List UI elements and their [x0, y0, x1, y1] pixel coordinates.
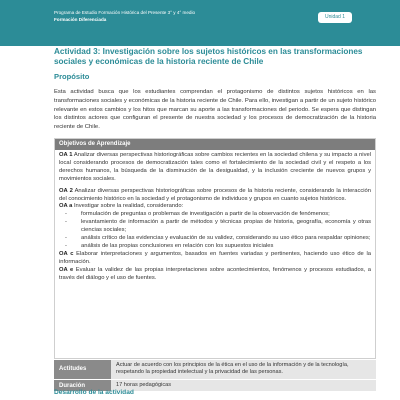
program-title: Programa de Estudio Formación Histórica del Presente 3° y 4° medio — [54, 10, 196, 15]
list-item: - formulación de preguntas o problemas de investigación a partir de la observación de fenómenos; — [65, 211, 330, 218]
attitudes-value: Actuar de acuerdo con los principios de la ética en el uso de la información y de la tecnología, respetando la propiedad intelectual y la privacidad de las personas. — [111, 360, 376, 379]
oa2-text: Analizar diversas perspectivas historiográficas sobre procesos de la historia reciente, considerando la interacción del conocimiento histórico en la sociedad y el protagonismo de individuos y grupos en cuanto sujetos históricos. — [59, 187, 371, 202]
page-header — [0, 0, 400, 46]
oac-code: OA c — [59, 250, 74, 257]
development-heading: Desarrollo de la actividad — [54, 389, 134, 396]
oa2 — [59, 188, 371, 204]
attitudes-label: Actitudes — [54, 360, 111, 379]
info-table — [54, 359, 376, 391]
oa1-text: Analizar diversas perspectivas historiográficas sobre cambios recientes en la sociedad chilena y su impacto a nivel local considerando procesos de democratización tales como el fortalecimiento de la sociedad civil y el respeto a los derechos humanos, la búsqueda de la disminución de la desigualdad, y la inclusión creciente de nuevos grupos y movimientos sociales. — [59, 152, 371, 182]
objectives-body — [55, 150, 375, 283]
oae-code: OA e — [59, 266, 74, 273]
purpose-text: Esta actividad busca que los estudiantes comprendan el protagonismo de distintos sujetos históricos en las transformaciones sociales y económicas de la historia reciente de Chile. Para ello, investigan a partir de un sujeto histórico relevante en estos cambios y los hitos que marcan su aporte a las transformaciones del periodo. Se espera que distingan los distintos actores que configuran el presente de nuestra sociedad y los procesos de democratización de la historia reciente de Chile. — [54, 89, 376, 131]
table-row — [54, 359, 376, 379]
objectives-heading: Objetivos de Aprendizaje — [55, 139, 375, 150]
list-item: - análisis crítico de las evidencias y evaluación de su validez, considerando su uso ético para respaldar opiniones; — [65, 235, 371, 242]
objectives-box — [54, 138, 376, 359]
list-item: - análisis de las propias conclusiones en relación con los supuestos iniciales — [65, 242, 274, 249]
purpose-heading: Propósito — [54, 72, 90, 81]
oa1 — [59, 152, 371, 184]
oaa-code: OA a — [59, 203, 73, 210]
oa1-code: OA 1 — [59, 152, 73, 158]
duration-label: Duración — [54, 380, 111, 391]
oac — [59, 251, 371, 267]
duration-value: 17 horas pedagógicas — [111, 380, 376, 391]
oa2-code: OA 2 — [59, 187, 73, 194]
unit-badge: Unidad 1 — [318, 12, 352, 23]
oae — [59, 267, 371, 283]
oaa — [59, 203, 371, 211]
list-item: - levantamiento de información a partir de métodos y técnicas propias de historia, geografía, economía y otras ciencias sociales; — [65, 219, 371, 234]
oaa-text: Investigar sobre la realidad, considerando: — [72, 203, 184, 210]
oae-text: Evaluar la validez de las propias interpretaciones sobre acontecimientos, fenómenos y procesos estudiados, a través del diálogo y el uso de fuentes. — [59, 266, 371, 281]
header-text — [54, 10, 195, 23]
activity-title: Actividad 3: Investigación sobre los sujetos históricos en las transformaciones sociales y económicas de la historia reciente de Chile — [54, 47, 363, 66]
oac-text: Elaborar interpretaciones y argumentos, basados en fuentes variadas y pertinentes, haciendo uso ético de la información. — [59, 250, 371, 265]
program-subtitle: Formación Diferenciada — [54, 16, 107, 22]
oaa-list — [59, 211, 371, 251]
